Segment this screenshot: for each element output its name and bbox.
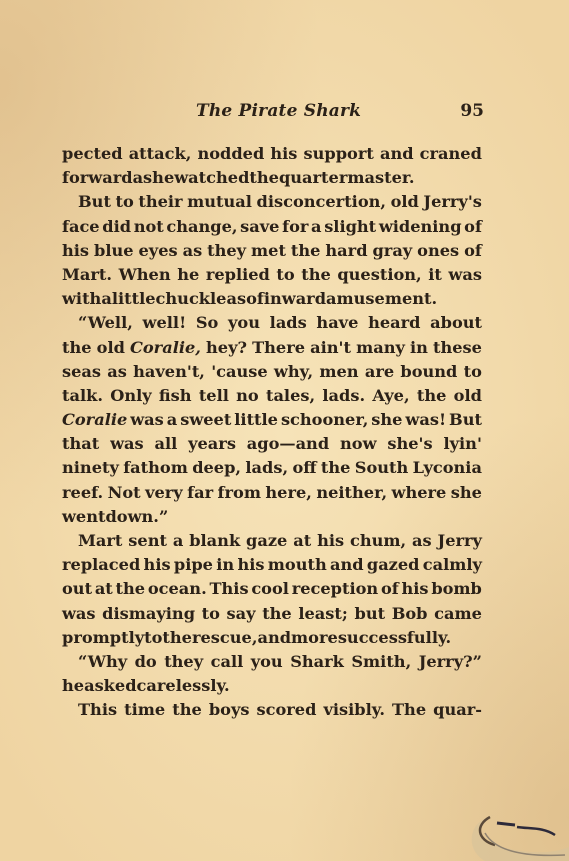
page-header [62, 101, 484, 127]
text-line: pected attack, nodded his support and craned [62, 144, 482, 163]
text-line: ninety fathom deep, lads, off the South Lyconia [62, 458, 482, 478]
text-line: But to their mutual disconcertion, old Jerry's [78, 192, 482, 212]
text-line: talk. Only fish tell no tales, lads. Aye, the old [62, 385, 482, 405]
text-line: face did not change, save for a slight widening of [62, 216, 482, 236]
page-curl-ornament [455, 795, 569, 861]
text-line: seas as haven't, 'cause why, men are bound to [62, 361, 482, 381]
text-line: out at the ocean. This cool reception of his bomb [62, 579, 482, 599]
text-line: that was all years ago—and now she's lyin' [62, 434, 482, 454]
text-line: with a little chuckle as of inward amusement. [62, 289, 438, 309]
text-line: Mart sent a blank gaze at his chum, as Jerry [78, 531, 482, 550]
body-text [62, 142, 482, 723]
text-line: Mart. When he replied to the question, it was [62, 264, 482, 284]
text-line: forward as he watched the quartermaster. [62, 168, 415, 188]
text-line: “Well, well! So you lads have heard about [78, 313, 482, 333]
running-title: The Pirate Shark [196, 101, 362, 121]
text-line: he asked carelessly. [62, 676, 230, 696]
text-line: Coralie was a sweet little schooner, she was! But [62, 410, 482, 430]
text-line: his blue eyes as they met the hard gray ones of [62, 240, 482, 260]
page-number: 95 [460, 101, 484, 121]
text-line: “Why do they call you Shark Smith, Jerry?” [78, 651, 482, 671]
text-line: went down.” [62, 506, 169, 526]
text-line: This time the boys scored visibly. The quar- [78, 700, 482, 720]
text-line: was dismaying to say the least; but Bob came [62, 603, 482, 623]
text-line: reef. Not very far from here, neither, where she [62, 482, 482, 502]
text-line: replaced his pipe in his mouth and gazed calmly [62, 555, 482, 575]
text-line: the old Coralie, hey? There ain't many in these [62, 337, 482, 357]
text-line: promptly to the rescue, and more successfully. [62, 627, 452, 647]
